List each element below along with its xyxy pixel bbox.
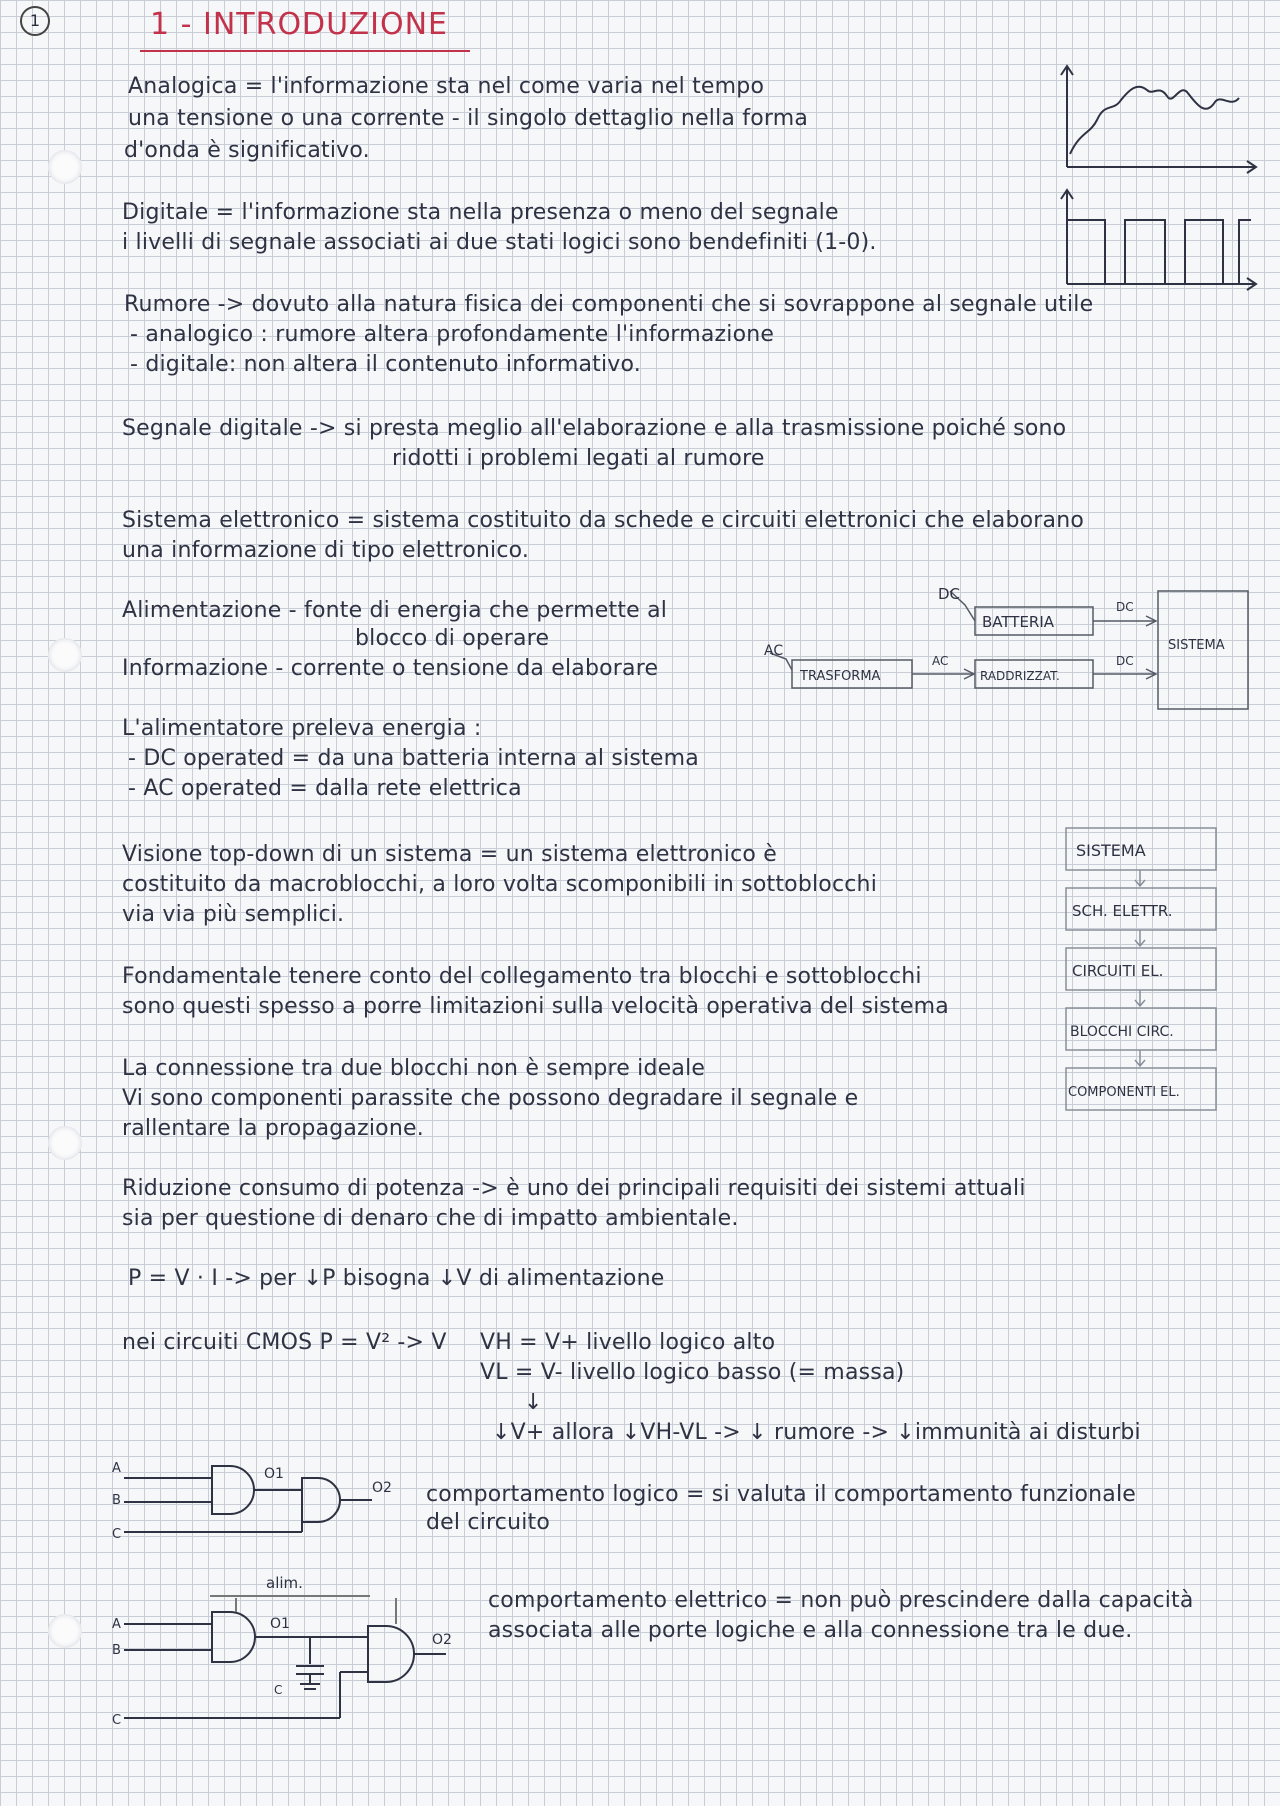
connection-line-2: sono questi spesso a porre limitazioni sulla velocità operativa del sistema bbox=[122, 994, 949, 1019]
input-c-label: C bbox=[112, 1527, 122, 1542]
down-arrow-symbol: ↓ bbox=[524, 1390, 543, 1415]
digital-signal-line-1: Segnale digitale -> si presta meglio all'elaborazione e alla trasmissione poiché sono bbox=[122, 416, 1067, 441]
electrical-gates-diagram bbox=[110, 1568, 470, 1738]
ideal-connection-line-3: rallentare la propagazione. bbox=[122, 1116, 424, 1141]
topdown-line-2: costituito da macroblocchi, a loro volta scomponibili in sottoblocchi bbox=[122, 872, 877, 897]
dc-arrow-label: DC bbox=[1116, 600, 1134, 614]
input-b-label: B bbox=[112, 1643, 121, 1658]
ac-arrow-label: AC bbox=[932, 654, 949, 668]
capacitance-label: C bbox=[274, 1683, 283, 1697]
electronic-system-line-1: Sistema elettronico = sistema costituito da schede e circuiti elettronici che elaborano bbox=[122, 508, 1085, 533]
input-b-label: B bbox=[112, 1493, 121, 1508]
psu-line-1: L'alimentatore preleva energia : bbox=[122, 716, 482, 741]
electrical-behavior-line-2: associata alle porte logiche e alla connessione tra le due. bbox=[488, 1618, 1133, 1643]
analog-definition-line-1: Analogica = l'informazione sta nel come varia nel tempo bbox=[128, 74, 765, 99]
electrical-behavior-line-1: comportamento elettrico = non può prescindere dalla capacità bbox=[488, 1588, 1194, 1613]
power-reduction-line-2: sia per questione di denaro che di impatto ambientale. bbox=[122, 1206, 739, 1231]
alim-label: alim. bbox=[266, 1574, 303, 1592]
power-formula: P = V · I -> per ↓P bisogna ↓V di alimentazione bbox=[128, 1266, 665, 1291]
dc-source-label: DC bbox=[938, 585, 961, 603]
logic-behavior-line-1: comportamento logico = si valuta il comportamento funzionale bbox=[426, 1482, 1136, 1507]
input-c-label: C bbox=[112, 1713, 122, 1728]
sistema-block: SISTEMA bbox=[1168, 638, 1225, 653]
consequence-chain: ↓V+ allora ↓VH-VL -> ↓ rumore -> ↓immunità ai disturbi bbox=[492, 1420, 1141, 1445]
noise-digital-line: - digitale: non altera il contenuto informativo. bbox=[130, 352, 641, 377]
ac-source-label: AC bbox=[764, 643, 784, 659]
hierarchy-diagram bbox=[1062, 826, 1222, 1126]
psu-ac-line: - AC operated = dalla rete elettrica bbox=[128, 776, 522, 801]
page-title: 1 - INTRODUZIONE bbox=[150, 7, 448, 42]
noise-definition-line-1: Rumore -> dovuto alla natura fisica dei componenti che si sovrappone al segnale utile bbox=[124, 292, 1094, 317]
input-a-label: A bbox=[112, 1617, 121, 1632]
trasforma-block: TRASFORMA bbox=[800, 669, 881, 684]
power-definition-line-1: Alimentazione - fonte di energia che permette al bbox=[122, 598, 668, 623]
digital-definition-line-2: i livelli di segnale associati ai due stati logici sono bendefiniti (1-0). bbox=[122, 230, 877, 255]
connection-line-1: Fondamentale tenere conto del collegamento tra blocchi e sottoblocchi bbox=[122, 964, 922, 989]
output-o2-label: O2 bbox=[432, 1632, 452, 1648]
power-definition-line-2: blocco di operare bbox=[355, 626, 550, 651]
ideal-connection-line-1: La connessione tra due blocchi non è sempre ideale bbox=[122, 1056, 706, 1081]
information-definition: Informazione - corrente o tensione da elaborare bbox=[122, 656, 659, 681]
input-a-label: A bbox=[112, 1461, 121, 1476]
power-supply-diagram bbox=[760, 585, 1260, 715]
output-o1-label: O1 bbox=[264, 1466, 284, 1482]
ideal-connection-line-2: Vi sono componenti parassite che possono degradare il segnale e bbox=[122, 1086, 859, 1111]
digital-signal-line-2: ridotti i problemi legati al rumore bbox=[392, 446, 765, 471]
logic-gates-diagram bbox=[110, 1448, 430, 1548]
hierarchy-level-sistema: SISTEMA bbox=[1076, 841, 1146, 860]
hierarchy-level-schede: SCH. ELETTR. bbox=[1072, 902, 1173, 920]
batteria-block: BATTERIA bbox=[982, 613, 1055, 631]
hierarchy-level-circuiti: CIRCUITI EL. bbox=[1072, 962, 1164, 980]
binder-hole bbox=[48, 638, 82, 672]
output-o2-label: O2 bbox=[372, 1480, 392, 1496]
digital-definition-line-1: Digitale = l'informazione sta nella presenza o meno del segnale bbox=[122, 200, 839, 225]
page-number: 1 bbox=[20, 6, 50, 36]
title-underline bbox=[140, 50, 470, 52]
power-reduction-line-1: Riduzione consumo di potenza -> è uno dei principali requisiti dei sistemi attuali bbox=[122, 1176, 1026, 1201]
topdown-line-1: Visione top-down di un sistema = un sistema elettronico è bbox=[122, 842, 777, 867]
analog-definition-line-2: una tensione o una corrente - il singolo dettaglio nella forma bbox=[128, 106, 809, 131]
cmos-formula: nei circuiti CMOS P = V² -> V bbox=[122, 1330, 447, 1355]
logic-behavior-line-2: del circuito bbox=[426, 1510, 551, 1535]
binder-hole bbox=[48, 1614, 82, 1648]
binder-hole bbox=[48, 1126, 82, 1160]
psu-dc-line: - DC operated = da una batteria interna al sistema bbox=[128, 746, 699, 771]
analog-waveform-sketch bbox=[1055, 62, 1265, 182]
output-o1-label: O1 bbox=[270, 1616, 290, 1632]
dc-arrow-label-2: DC bbox=[1116, 654, 1134, 668]
analog-definition-line-3: d'onda è significativo. bbox=[124, 138, 370, 163]
raddrizzatore-block: RADDRIZZAT. bbox=[980, 669, 1060, 683]
vl-definition: VL = V- livello logico basso (= massa) bbox=[480, 1360, 905, 1385]
digital-waveform-sketch bbox=[1055, 186, 1265, 286]
noise-analog-line: - analogico : rumore altera profondamente l'informazione bbox=[130, 322, 775, 347]
hierarchy-level-blocchi: BLOCCHI CIRC. bbox=[1070, 1024, 1174, 1040]
hierarchy-level-componenti: COMPONENTI EL. bbox=[1068, 1085, 1180, 1100]
binder-hole bbox=[48, 150, 82, 184]
topdown-line-3: via via più semplici. bbox=[122, 902, 345, 927]
vh-definition: VH = V+ livello logico alto bbox=[480, 1330, 776, 1355]
electronic-system-line-2: una informazione di tipo elettronico. bbox=[122, 538, 530, 563]
